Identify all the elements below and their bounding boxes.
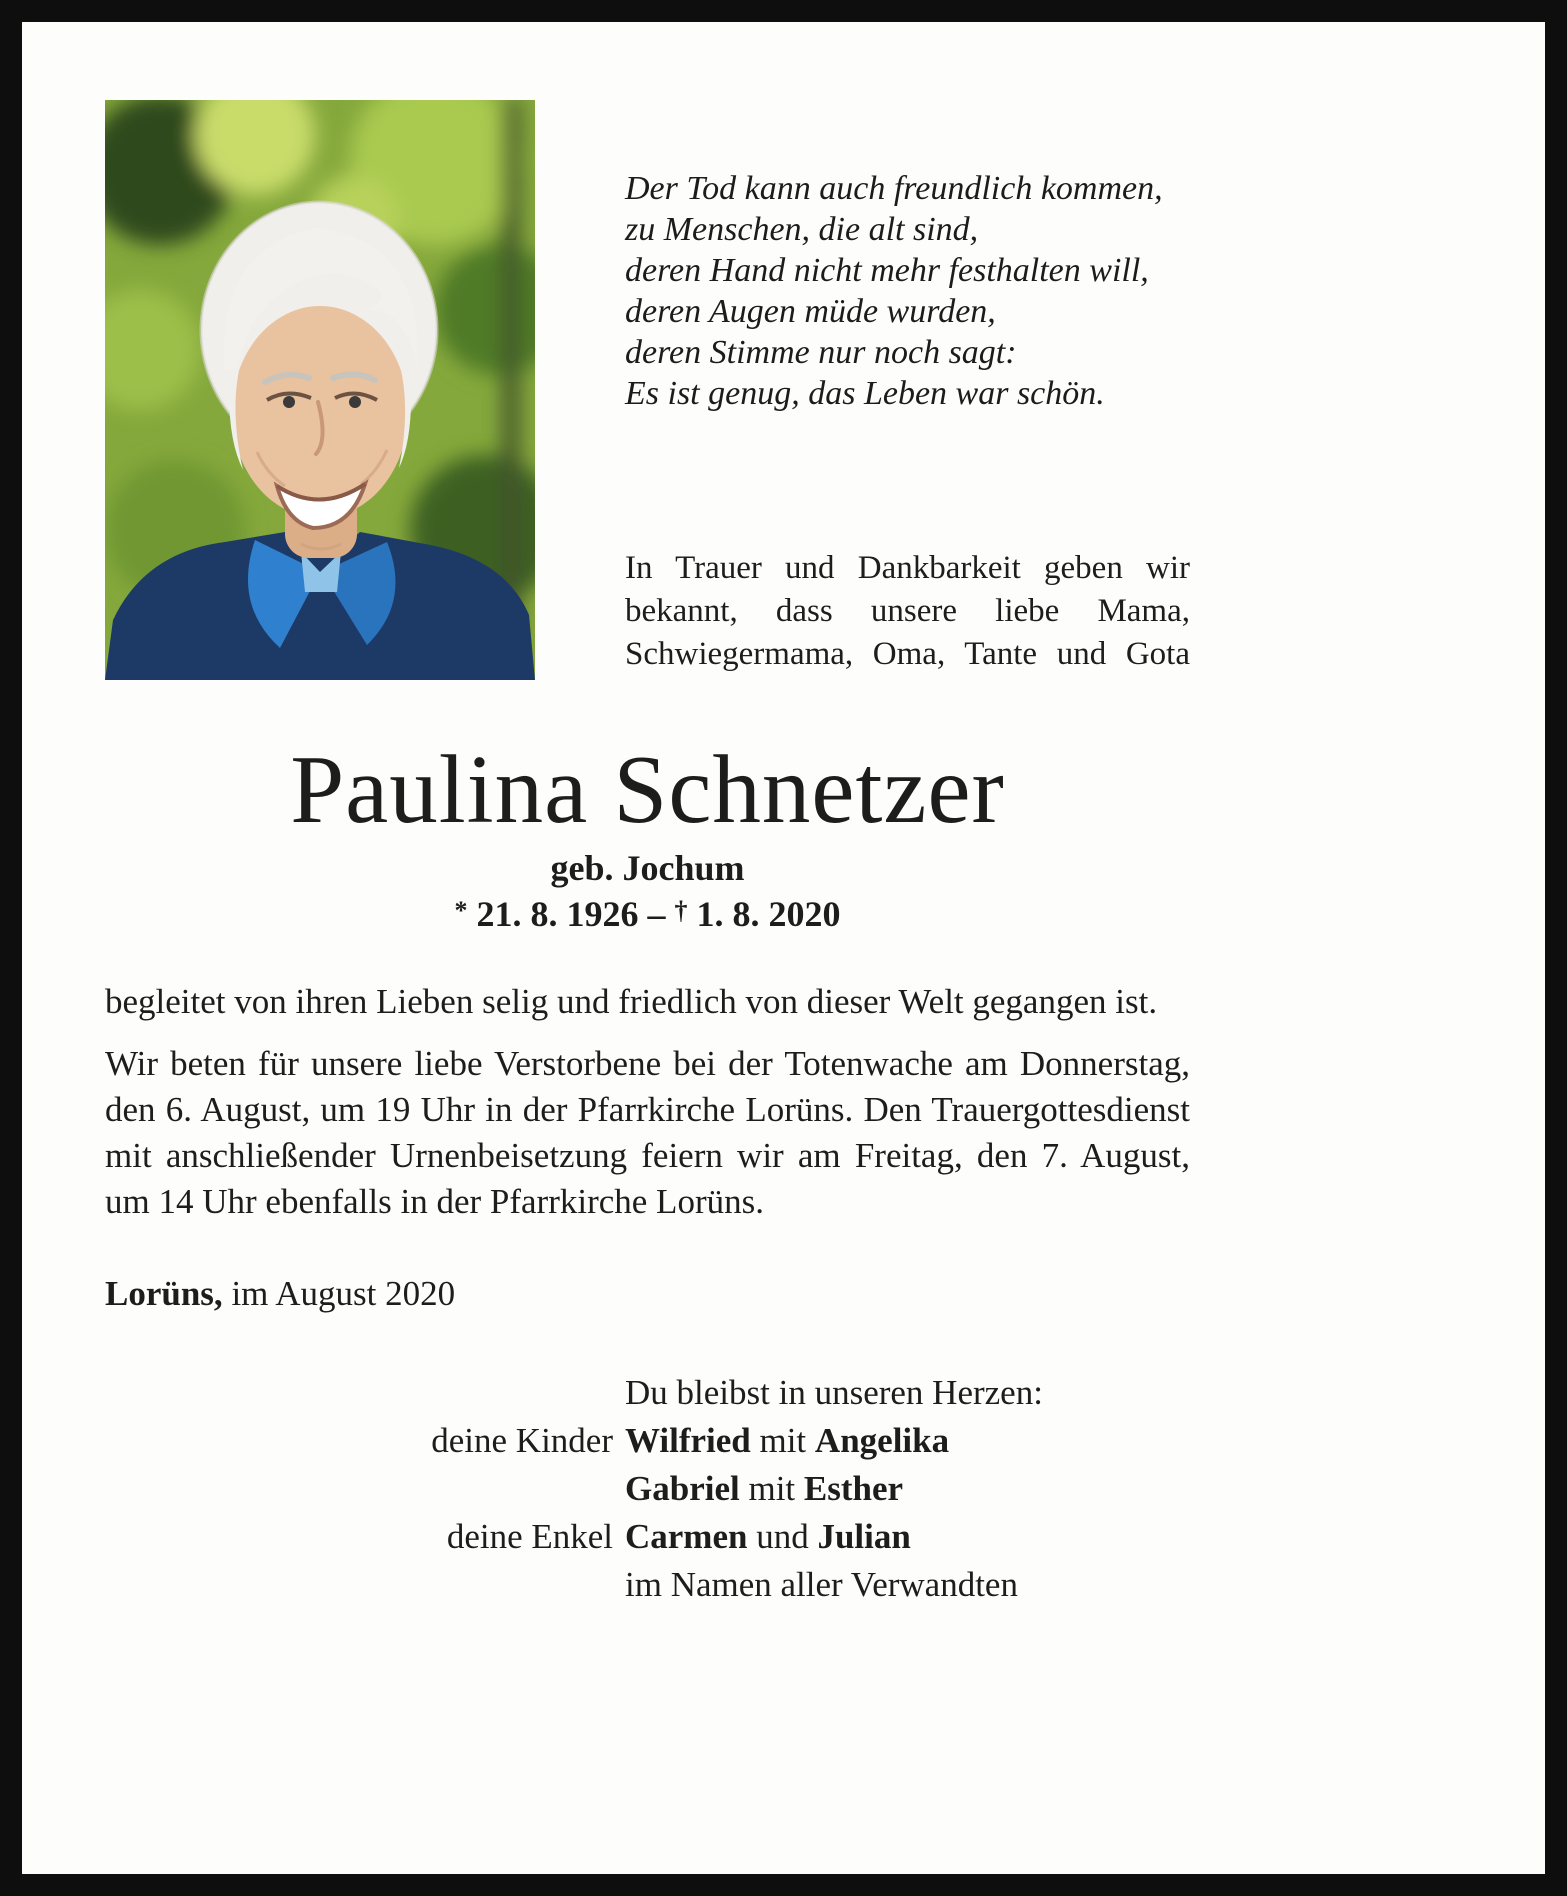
family-names (625, 1417, 1190, 1465)
service-details-paragraph: Wir beten für unsere liebe Verstorbene bei der Totenwache am Donnerstag, den 6. August, um 19 Uhr in der Pfarrkirche Lorüns. Den Trauergottesdienst mit anschließender Urnenbeisetzung feiern wir am Freitag, den 7. August, um 14 Uhr ebenfalls in der Pfarrkirche Lorüns. (105, 1044, 1190, 1221)
poem-line: deren Hand nicht mehr festhalten will, (625, 252, 1149, 289)
dateline-rest: im August 2020 (222, 1274, 456, 1313)
family-member: Angelika (814, 1421, 950, 1460)
family-connector: mit (739, 1469, 804, 1508)
family-prefix: deine Enkel (446, 1517, 613, 1556)
death-symbol: † (674, 896, 688, 925)
family-prefix (105, 1561, 613, 1609)
top-section (105, 100, 1190, 680)
family-prefix: deine Kinder (431, 1421, 613, 1460)
life-dates (105, 890, 1190, 935)
family-prefix (105, 1465, 613, 1513)
dateline (105, 1271, 1190, 1317)
family-member: Julian (817, 1517, 911, 1556)
farewell-section (105, 1369, 1190, 1609)
poem-line: deren Augen müde wurden, (625, 293, 996, 330)
portrait-photo-illustration (105, 100, 535, 680)
family-names (625, 1513, 1190, 1561)
dates-separator: – (647, 894, 666, 934)
right-column (625, 100, 1190, 680)
family-member: Gabriel (625, 1469, 740, 1508)
narrative-paragraph: begleitet von ihren Lieben selig und friedlich von dieser Welt gegangen ist. (105, 982, 1158, 1021)
announcement-text: In Trauer und Dankbarkeit geben wir bekannt, dass unsere liebe Mama, Schwiegermama, Oma, Tante und Gota (625, 550, 1190, 672)
deceased-name: Paulina Schnetzer (290, 736, 1005, 843)
poem-line: Es ist genug, das Leben war schön. (625, 375, 1105, 412)
birth-date: 21. 8. 1926 (476, 894, 639, 934)
maiden-name: geb. Jochum (550, 848, 745, 888)
family-names (625, 1561, 1190, 1609)
death-date: 1. 8. 2020 (696, 894, 841, 934)
family-connector: und (747, 1517, 818, 1556)
place-name: Lorüns, (105, 1274, 223, 1313)
poem-line: deren Stimme nur noch sagt: (625, 334, 1017, 371)
obituary-content (105, 100, 1190, 1609)
family-connector: mit (750, 1421, 815, 1460)
portrait-photo (105, 100, 535, 680)
birth-symbol: * (454, 896, 468, 925)
poem (625, 168, 1190, 414)
family-names (625, 1465, 1190, 1513)
family-member: Carmen (625, 1517, 748, 1556)
family-member: Esther (803, 1469, 904, 1508)
family-closing: im Namen aller Verwandten (625, 1565, 1018, 1604)
poem-line: zu Menschen, die alt sind, (625, 211, 979, 248)
poem-line: Der Tod kann auch freundlich kommen, (625, 170, 1163, 207)
family-member: Wilfried (625, 1421, 751, 1460)
farewell-title: Du bleibst in unseren Herzen: (625, 1373, 1043, 1412)
